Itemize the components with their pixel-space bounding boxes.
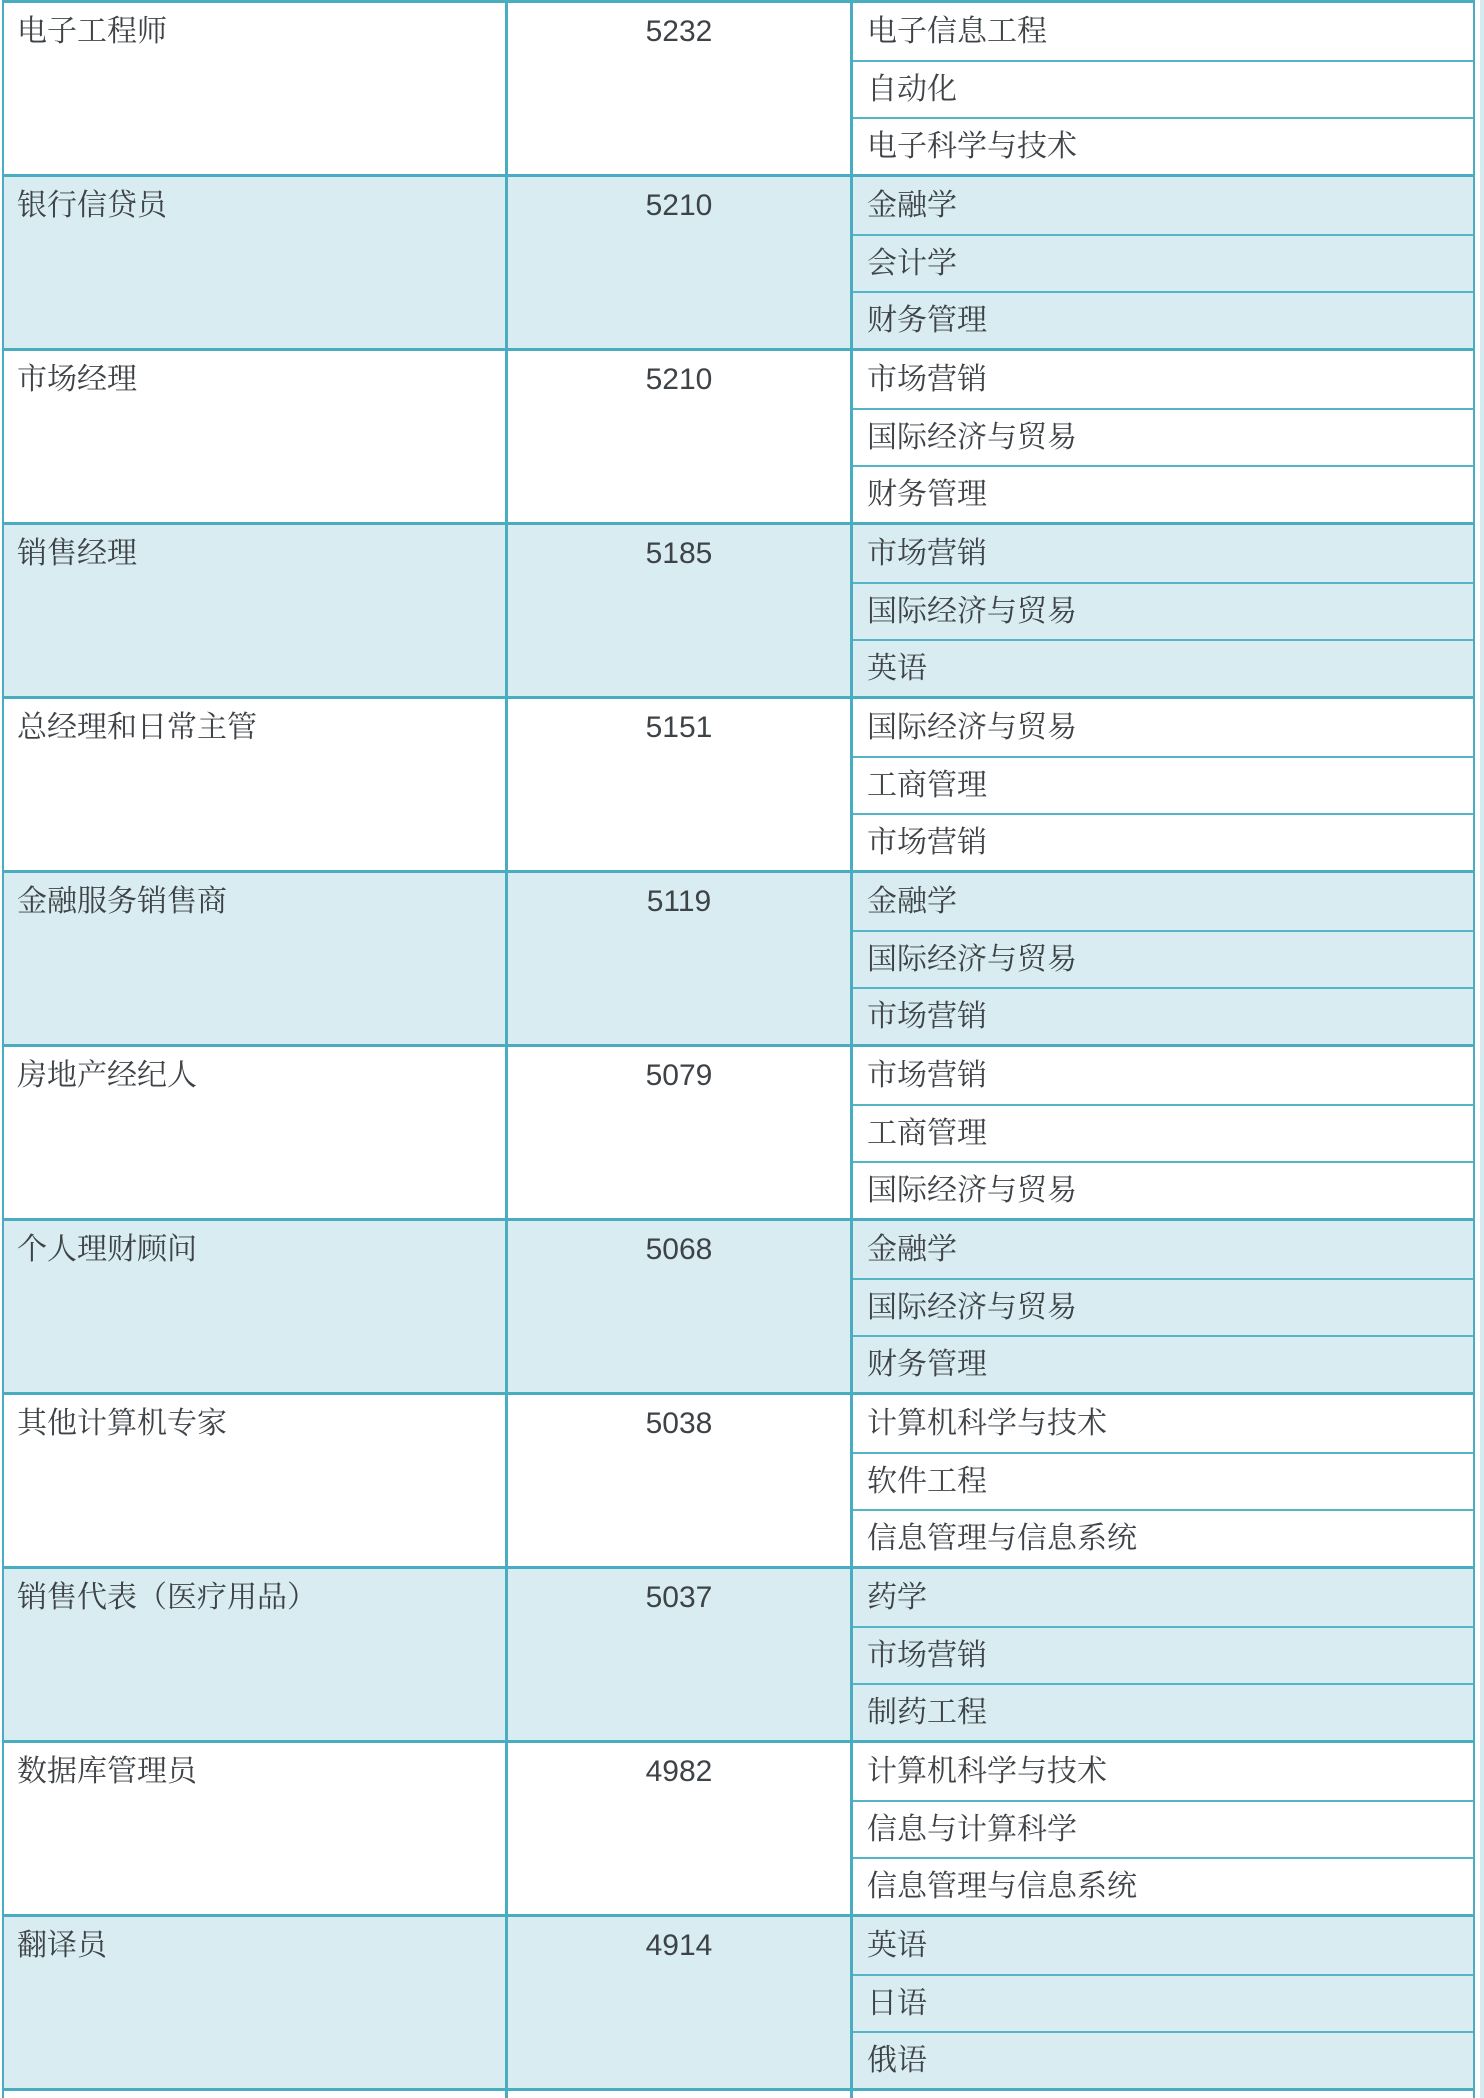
major-cell	[853, 1047, 1473, 1104]
major-label: 市场营销	[867, 536, 987, 570]
major-cell	[853, 1974, 1473, 2031]
major-cell	[853, 1161, 1473, 1218]
value-cell	[508, 1743, 853, 1914]
value-label: 5232	[645, 14, 713, 48]
value-cell	[508, 1395, 853, 1566]
table-row	[4, 1221, 1473, 1395]
major-label: 计算机科学与技术	[867, 1406, 1107, 1440]
table-row	[4, 699, 1473, 873]
major-label: 市场营销	[867, 1638, 987, 1672]
value-label: 5151	[645, 710, 713, 744]
major-label: 国际经济与贸易	[867, 594, 1077, 628]
job-label: 销售代表（医疗用品）	[17, 1580, 317, 1614]
partial-value-cell	[508, 2091, 853, 2098]
table-row	[4, 177, 1473, 351]
major-label: 软件工程	[867, 1464, 987, 1498]
value-cell	[508, 3, 853, 174]
value-cell	[508, 525, 853, 696]
major-cell	[853, 987, 1473, 1044]
major-cell	[853, 1626, 1473, 1683]
major-label: 财务管理	[867, 303, 987, 337]
job-label: 总经理和日常主管	[17, 710, 257, 744]
partial-job-cell	[4, 2091, 508, 2098]
major-label: 国际经济与贸易	[867, 942, 1077, 976]
value-label: 5210	[645, 362, 713, 396]
major-label: 金融学	[867, 188, 957, 222]
value-label: 5119	[646, 884, 712, 918]
major-label: 金融学	[867, 1232, 957, 1266]
major-cell	[853, 408, 1473, 465]
value-cell	[508, 1569, 853, 1740]
major-cell	[853, 1917, 1473, 1974]
job-cell	[4, 1047, 508, 1218]
major-cell	[853, 1452, 1473, 1509]
salary-table	[2, 0, 1475, 2098]
major-label: 财务管理	[867, 477, 987, 511]
value-cell	[508, 351, 853, 522]
value-cell	[508, 1917, 853, 2088]
major-cell	[853, 1857, 1473, 1914]
major-label: 国际经济与贸易	[867, 420, 1077, 454]
job-cell	[4, 1569, 508, 1740]
major-cell	[853, 639, 1473, 696]
major-label: 药学	[867, 1580, 927, 1614]
major-label: 电子科学与技术	[867, 129, 1077, 163]
value-label: 5185	[645, 536, 713, 570]
job-label: 金融服务销售商	[17, 884, 227, 918]
table-row	[4, 1743, 1473, 1917]
job-label: 销售经理	[17, 536, 137, 570]
major-cell	[853, 291, 1473, 348]
major-cell	[853, 465, 1473, 522]
major-label: 国际经济与贸易	[867, 1290, 1077, 1324]
major-cell	[853, 177, 1473, 234]
job-cell	[4, 1743, 508, 1914]
major-cell	[853, 756, 1473, 813]
value-label: 4982	[645, 1754, 713, 1788]
major-label: 国际经济与贸易	[867, 710, 1077, 744]
job-cell	[4, 1221, 508, 1392]
major-label: 英语	[867, 1928, 927, 1962]
job-label: 银行信贷员	[17, 188, 167, 222]
table-row	[4, 1395, 1473, 1569]
major-label: 计算机科学与技术	[867, 1754, 1107, 1788]
major-label: 市场营销	[867, 999, 987, 1033]
major-label: 国际经济与贸易	[867, 1173, 1077, 1207]
major-cell	[853, 234, 1473, 291]
major-cell	[853, 2031, 1473, 2088]
major-cell	[853, 873, 1473, 930]
value-label: 5079	[645, 1058, 713, 1092]
major-label: 工商管理	[867, 768, 987, 802]
major-cell	[853, 813, 1473, 870]
salary-table-body	[4, 3, 1473, 2091]
major-cell	[853, 1509, 1473, 1566]
value-label: 5038	[645, 1406, 713, 1440]
major-cell	[853, 351, 1473, 408]
table-row	[4, 1047, 1473, 1221]
major-label: 财务管理	[867, 1347, 987, 1381]
major-cell	[853, 3, 1473, 60]
partial-major-cell	[853, 2091, 1473, 2098]
major-cell	[853, 1800, 1473, 1857]
major-label: 信息管理与信息系统	[867, 1869, 1137, 1903]
job-cell	[4, 3, 508, 174]
job-cell	[4, 1395, 508, 1566]
major-label: 自动化	[867, 72, 957, 106]
major-cell	[853, 117, 1473, 174]
major-cell	[853, 1743, 1473, 1800]
major-label: 市场营销	[867, 825, 987, 859]
table-row	[4, 525, 1473, 699]
major-label: 市场营销	[867, 1058, 987, 1092]
major-cell	[853, 1335, 1473, 1392]
value-label: 5068	[645, 1232, 713, 1266]
major-label: 日语	[867, 1986, 927, 2020]
major-label: 市场营销	[867, 362, 987, 396]
major-cell	[853, 930, 1473, 987]
job-label: 房地产经纪人	[17, 1058, 197, 1092]
job-cell	[4, 699, 508, 870]
major-cell	[853, 1395, 1473, 1452]
job-label: 个人理财顾问	[17, 1232, 197, 1266]
value-cell	[508, 1221, 853, 1392]
value-cell	[508, 1047, 853, 1218]
job-label: 市场经理	[17, 362, 137, 396]
major-label: 俄语	[867, 2043, 927, 2077]
major-label: 金融学	[867, 884, 957, 918]
job-label: 翻译员	[17, 1928, 107, 1962]
major-label: 会计学	[867, 246, 957, 280]
job-label: 电子工程师	[17, 14, 167, 48]
job-cell	[4, 1917, 508, 2088]
right-edge-strip	[1480, 0, 1484, 2098]
job-cell	[4, 351, 508, 522]
major-cell	[853, 1683, 1473, 1740]
major-label: 信息管理与信息系统	[867, 1521, 1137, 1555]
value-cell	[508, 177, 853, 348]
major-cell	[853, 1221, 1473, 1278]
major-cell	[853, 1278, 1473, 1335]
major-cell	[853, 60, 1473, 117]
value-cell	[508, 699, 853, 870]
next-row-partial	[4, 2091, 1473, 2098]
value-cell	[508, 873, 853, 1044]
table-row	[4, 1917, 1473, 2091]
table-row	[4, 3, 1473, 177]
major-cell	[853, 525, 1473, 582]
job-cell	[4, 525, 508, 696]
table-row	[4, 873, 1473, 1047]
major-label: 信息与计算科学	[867, 1812, 1077, 1846]
table-row	[4, 1569, 1473, 1743]
value-label: 5037	[645, 1580, 713, 1614]
major-label: 工商管理	[867, 1116, 987, 1150]
major-cell	[853, 582, 1473, 639]
value-label: 5210	[645, 188, 713, 222]
table-row	[4, 351, 1473, 525]
major-cell	[853, 1569, 1473, 1626]
major-label: 制药工程	[867, 1695, 987, 1729]
job-cell	[4, 873, 508, 1044]
job-cell	[4, 177, 508, 348]
major-cell	[853, 1104, 1473, 1161]
value-label: 4914	[645, 1928, 713, 1962]
major-label: 英语	[867, 651, 927, 685]
job-label: 数据库管理员	[17, 1754, 197, 1788]
job-label: 其他计算机专家	[17, 1406, 227, 1440]
major-cell	[853, 699, 1473, 756]
major-label: 电子信息工程	[867, 14, 1047, 48]
